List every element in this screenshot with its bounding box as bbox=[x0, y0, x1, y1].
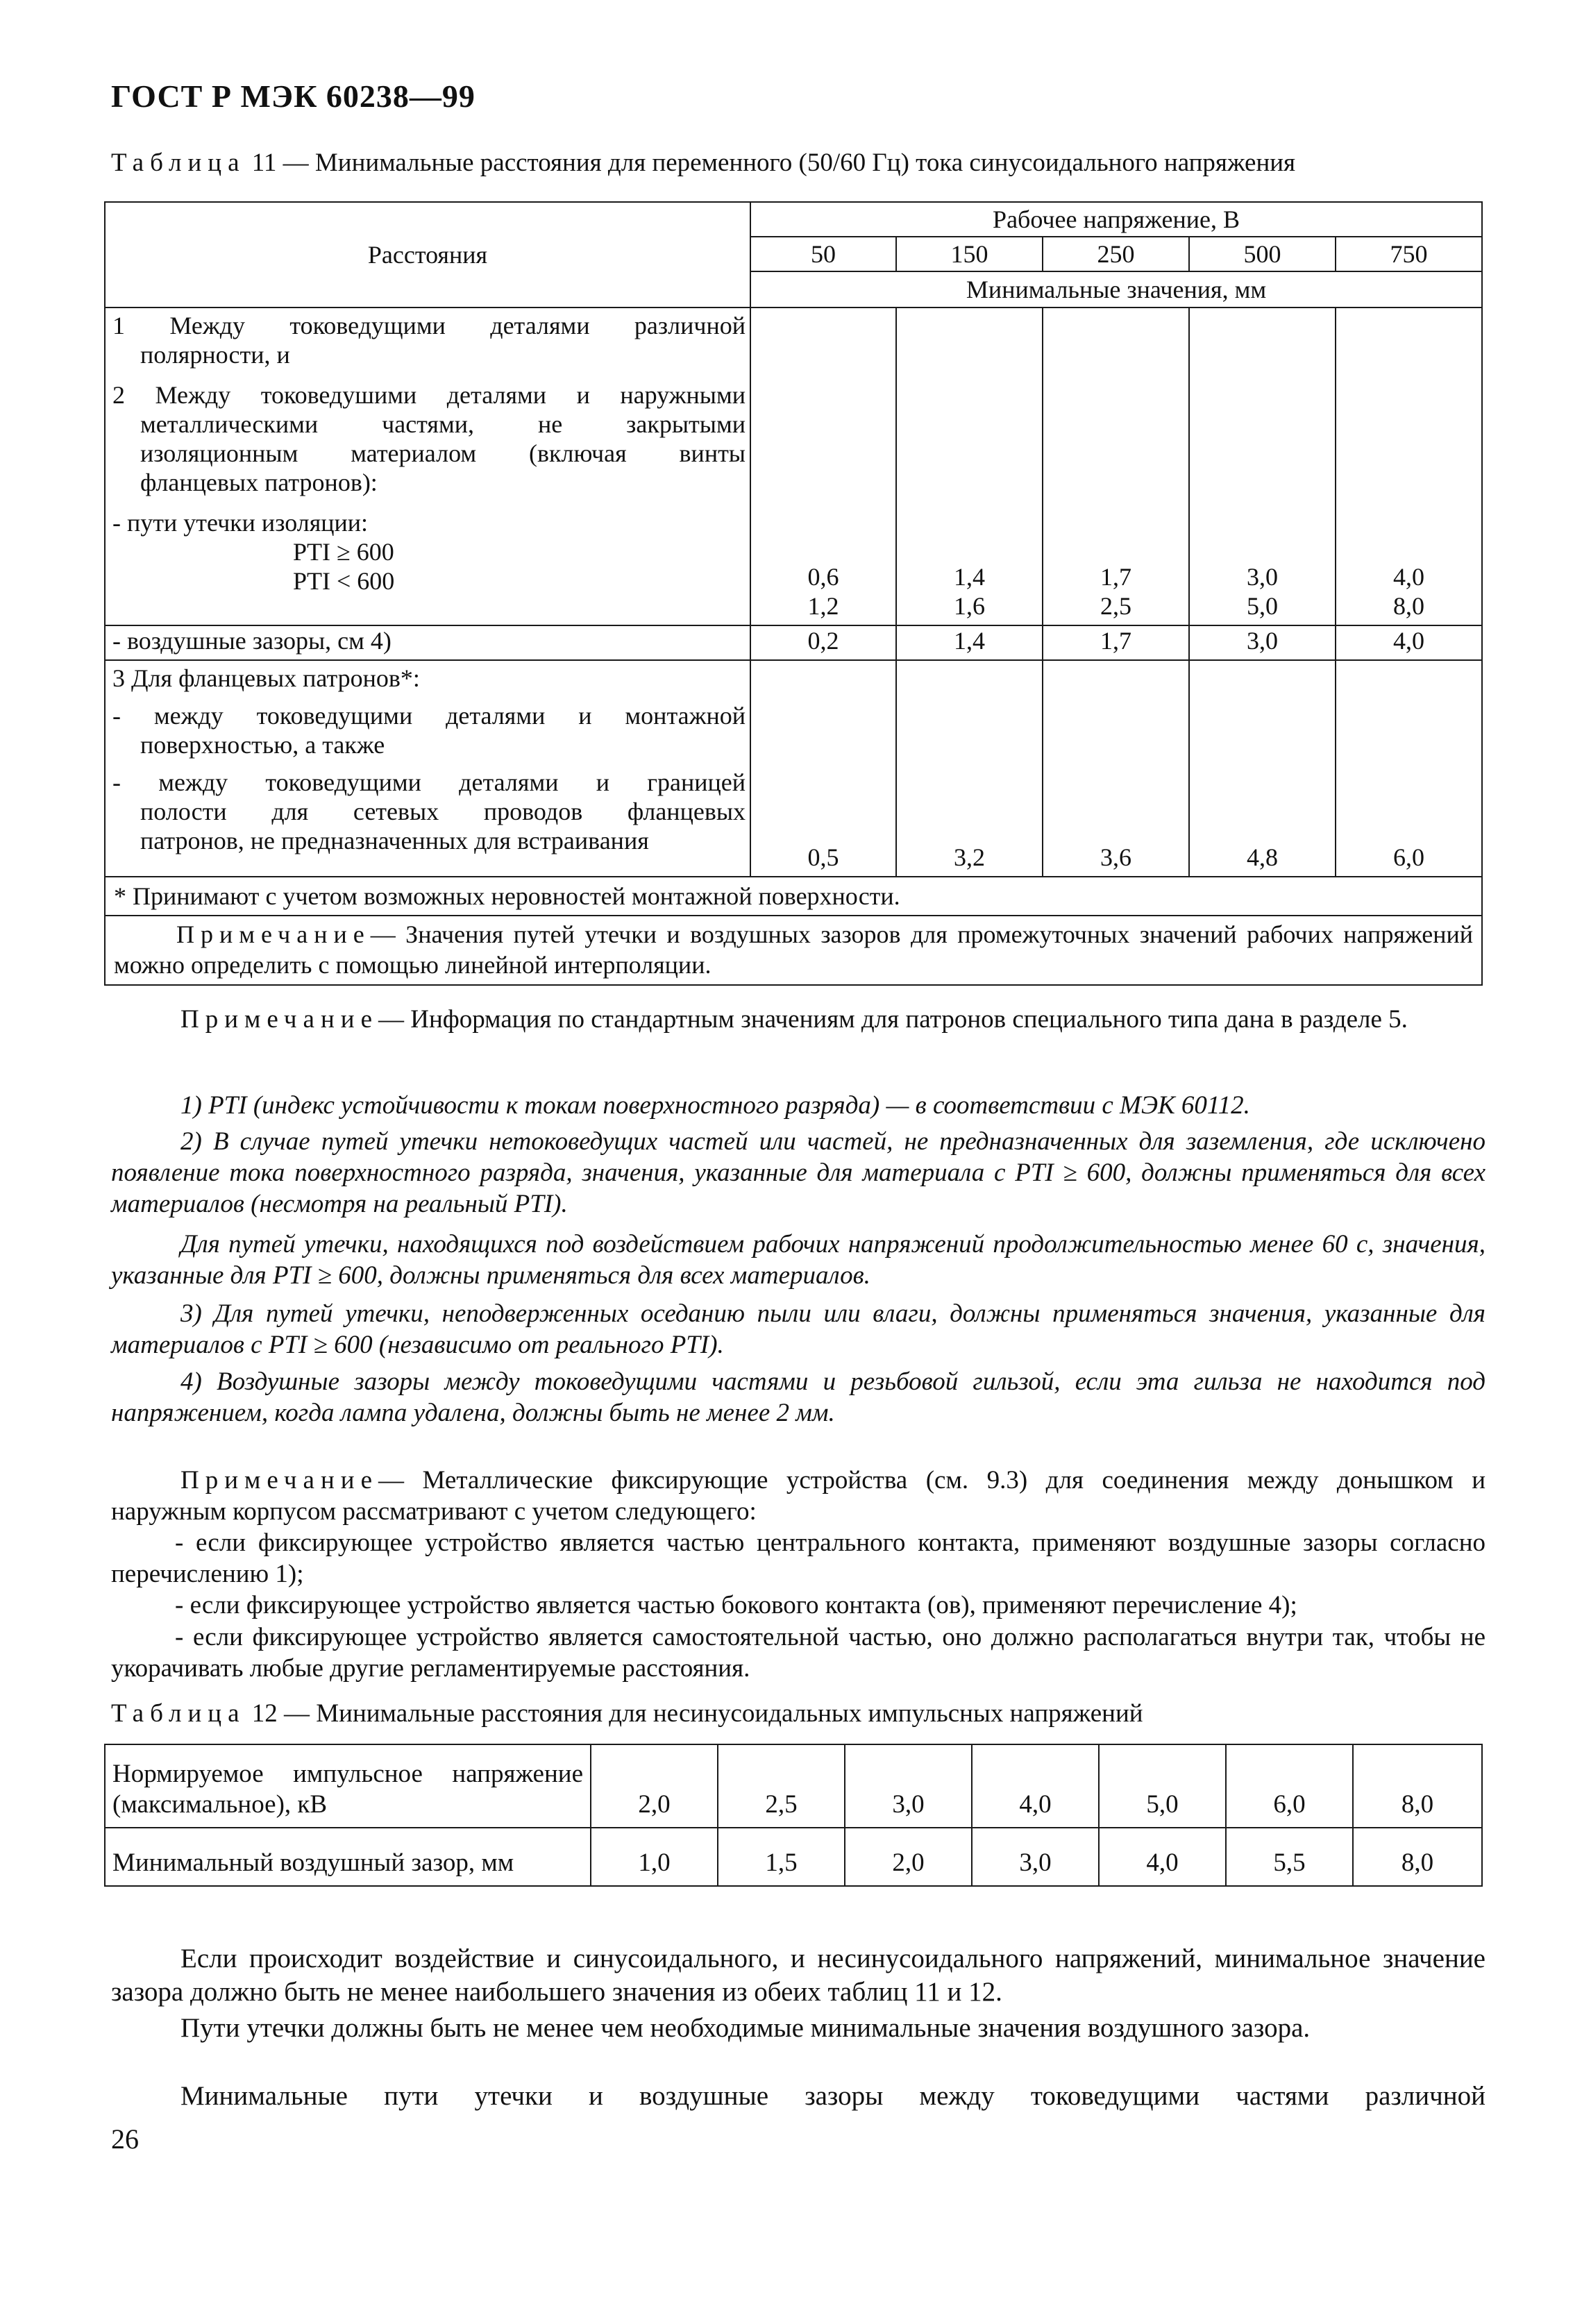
table11-note-prefix: Примечание bbox=[176, 920, 371, 948]
item1-line1: 1 Между токоведущими деталями различной bbox=[112, 312, 746, 339]
flange-value: 4,8 bbox=[1189, 660, 1336, 877]
air-gap-value: 0,2 bbox=[750, 625, 896, 660]
table11-caption-number: 11 bbox=[251, 149, 277, 177]
item2-line4: фланцевых патронов): bbox=[140, 469, 378, 496]
value-cell: 4,0 8,0 bbox=[1336, 308, 1482, 625]
closing-paragraph-1: Если происходит воздействие и синусоидального, и несинусоидального напряжений, минимальное значение зазора должно быть не менее наибольшего значения из обеих таблиц 11 и 12. bbox=[111, 1944, 1485, 2007]
pti-lt-label: PTI < 600 bbox=[293, 567, 395, 595]
note2-bullet-3: - если фиксирующее устройство является самостоятельной частью, оно должно располагаться внутри так, чтобы не укорачивать любые другие регламентируемые расстояния. bbox=[111, 1623, 1485, 1683]
item2-line3: изоляционным материалом (включая винты bbox=[140, 439, 746, 467]
air-gap-label: - воздушные зазоры, см 4) bbox=[105, 625, 750, 660]
t12-row2-value: 4,0 bbox=[1099, 1828, 1226, 1886]
standard-header: ГОСТ Р МЭК 60238—99 bbox=[111, 78, 475, 114]
note-2 bbox=[111, 1465, 1485, 1527]
flange-value: 0,5 bbox=[750, 660, 896, 877]
t12-row2-value: 1,5 bbox=[718, 1828, 845, 1886]
t12-row1-value: 5,0 bbox=[1099, 1744, 1226, 1828]
item3a-line1: - между токоведущими деталями и монтажной bbox=[112, 702, 746, 730]
item2-line1: 2 Между токоведушими деталями и наружными bbox=[112, 381, 746, 409]
header-working-voltage: Рабочее напряжение, В bbox=[750, 202, 1482, 237]
air-gap-value: 3,0 bbox=[1189, 625, 1336, 660]
t12-row1-label: Нормируемое импульсное напряжение (максимальное), кВ bbox=[105, 1744, 591, 1828]
footnote-2: 2) В случае путей утечки нетоковедущих частей или частей, не предназначенных для заземления, где исключено появление тока поверхностного разряда, значения, указанные для материала с PTI ≥ 600, должны применяться для всех материалов (несмотря на реальный PTI). bbox=[111, 1127, 1485, 1218]
item1-line2: полярности, и bbox=[140, 341, 290, 369]
table11-caption bbox=[111, 147, 1295, 179]
item3b-line2: полости для сетевых проводов фланцевых bbox=[140, 798, 746, 825]
page-number: 26 bbox=[111, 2123, 139, 2155]
voltage-cell: 500 bbox=[1189, 237, 1336, 271]
item2-line2: металлическими частями, не закрытыми bbox=[140, 410, 746, 438]
note2-prefix: Примечание bbox=[180, 1466, 378, 1494]
header-distances: Расстояния bbox=[105, 202, 750, 308]
row-item-3 bbox=[105, 660, 750, 877]
table11-note bbox=[105, 916, 1482, 985]
table11-note-text: — Значения путей утечки и воздушных зазоров для промежуточных значений рабочих напряжений можно определить с помощью линейной интерполяции. bbox=[114, 920, 1474, 979]
table11-caption-prefix: Таблица bbox=[111, 149, 246, 177]
note2-bullet-1: - если фиксирующее устройство является частью центрального контакта, применяют воздушные зазоры согласно перечислению 1); bbox=[111, 1529, 1485, 1588]
t12-row1-value: 3,0 bbox=[845, 1744, 972, 1828]
t12-row2-value: 8,0 bbox=[1353, 1828, 1482, 1886]
table11-caption-text: — Минимальные расстояния для переменного (50/60 Гц) тока синусоидального напряжения bbox=[283, 149, 1296, 177]
table12-caption-text: — Минимальные расстояния для несинусоидальных импульсных напряжений bbox=[284, 1699, 1143, 1728]
t12-row1-value: 4,0 bbox=[972, 1744, 1099, 1828]
value-cell: 0,6 1,2 bbox=[750, 308, 896, 625]
table11-footnote: * Принимают с учетом возможных неровностей монтажной поверхности. bbox=[105, 877, 1482, 916]
note2-text: — Металлические фиксирующие устройства (см. 9.3) для соединения между донышком и наружным корпусом рассматривают с учетом следующего: bbox=[111, 1466, 1485, 1526]
t12-row2-value: 3,0 bbox=[972, 1828, 1099, 1886]
closing-paragraph-3: Минимальные пути утечки и воздушные зазоры между токоведущими частями различной bbox=[180, 2081, 1485, 2111]
voltage-cell: 50 bbox=[750, 237, 896, 271]
t12-row2-value: 2,0 bbox=[845, 1828, 972, 1886]
flange-value: 3,6 bbox=[1043, 660, 1189, 877]
air-gap-value: 1,4 bbox=[896, 625, 1043, 660]
row-items-1-2 bbox=[105, 308, 750, 625]
flange-value: 6,0 bbox=[1336, 660, 1482, 877]
voltage-cell: 250 bbox=[1043, 237, 1189, 271]
note1-text: — Информация по стандартным значениям для патронов специального типа дана в разделе 5. bbox=[378, 1005, 1408, 1034]
voltage-cell: 750 bbox=[1336, 237, 1482, 271]
footnote-4: 4) Воздушные зазоры между токоведущими частями и резьбовой гильзой, если эта гильза не находится под напряжением, когда лампа удалена, должны быть не менее 2 мм. bbox=[111, 1367, 1485, 1427]
pti-ge-label: PTI ≥ 600 bbox=[293, 538, 394, 566]
footnote-1: 1) PTI (индекс устойчивости к токам поверхностного разряда) — в соответствии с МЭК 60112. bbox=[180, 1091, 1250, 1120]
item3b-line3: патронов, не предназначенных для встраивания bbox=[140, 827, 649, 854]
table12-caption-number: 12 bbox=[251, 1699, 278, 1728]
item3-title: 3 Для фланцевых патронов*: bbox=[112, 664, 420, 692]
air-gap-value: 1,7 bbox=[1043, 625, 1189, 660]
header-min-values: Минимальные значения, мм bbox=[750, 271, 1482, 308]
t12-row1-value: 2,5 bbox=[718, 1744, 845, 1828]
item3b-line1: - между токоведущими деталями и границей bbox=[112, 768, 746, 796]
note1-prefix: Примечание bbox=[180, 1005, 378, 1034]
t12-row1-value: 2,0 bbox=[591, 1744, 718, 1828]
footnote-2b: Для путей утечки, находящихся под воздействием рабочих напряжений продолжительностью менее 60 с, значения, указанные для PTI ≥ 600, должны применяться для всех материалов. bbox=[111, 1230, 1485, 1290]
t12-row2-label: Минимальный воздушный зазор, мм bbox=[105, 1828, 591, 1886]
t12-row2-value: 1,0 bbox=[591, 1828, 718, 1886]
table-11 bbox=[104, 201, 1483, 986]
t12-row2-value: 5,5 bbox=[1226, 1828, 1353, 1886]
value-cell: 3,0 5,0 bbox=[1189, 308, 1336, 625]
value-cell: 1,7 2,5 bbox=[1043, 308, 1189, 625]
closing-paragraph-2: Пути утечки должны быть не менее чем необходимые минимальные значения воздушного зазора. bbox=[180, 2013, 1311, 2043]
table12-caption-prefix: Таблица bbox=[111, 1699, 246, 1728]
note2-bullet-2: - если фиксирующее устройство является частью бокового контакта (ов), применяют перечисление 4); bbox=[175, 1591, 1297, 1619]
footnote-3: 3) Для путей утечки, неподверженных оседанию пыли или влаги, должны применяться значения, указанные для материалов с PTI ≥ 600 (независимо от реального PTI). bbox=[111, 1299, 1485, 1359]
t12-row1-value: 8,0 bbox=[1353, 1744, 1482, 1828]
table-12 bbox=[104, 1744, 1483, 1887]
flange-value: 3,2 bbox=[896, 660, 1043, 877]
creepage-label: - пути утечки изоляции: bbox=[112, 509, 369, 537]
note-1 bbox=[111, 1004, 1485, 1035]
air-gap-value: 4,0 bbox=[1336, 625, 1482, 660]
value-cell: 1,4 1,6 bbox=[896, 308, 1043, 625]
item3a-line2: поверхностью, а также bbox=[140, 731, 385, 759]
t12-row1-value: 6,0 bbox=[1226, 1744, 1353, 1828]
table12-caption bbox=[111, 1698, 1143, 1730]
voltage-cell: 150 bbox=[896, 237, 1043, 271]
